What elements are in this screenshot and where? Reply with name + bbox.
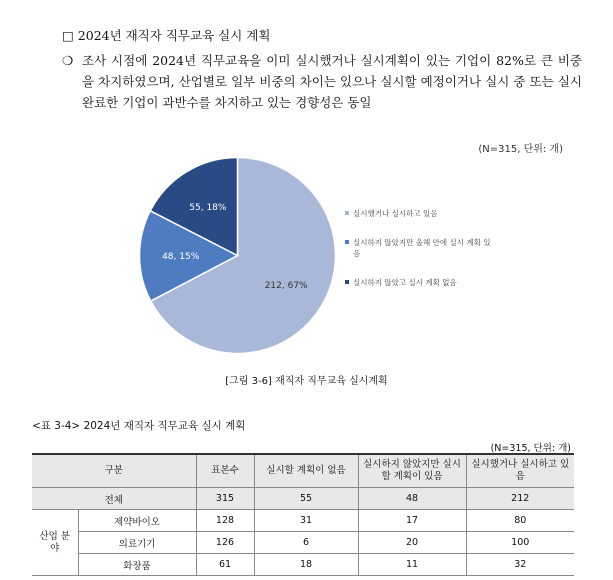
pie-chart bbox=[130, 148, 345, 363]
row-label: 의료기기 bbox=[78, 532, 196, 554]
figure-caption: [그림 3-6] 재직자 직무교육 실시계획 bbox=[225, 376, 388, 387]
bullet-mark: ❍ bbox=[62, 53, 74, 68]
legend-swatch-0 bbox=[345, 211, 349, 215]
table-cell: 100 bbox=[466, 532, 574, 554]
legend-swatch-1 bbox=[345, 240, 349, 244]
pie-data-label-2: 55, 18% bbox=[189, 202, 227, 213]
summary-text: 조사 시점에 2024년 직무교육을 이미 실시했거나 실시계획이 있는 기업이 82%로 큰 비중을 차지하였으며, 산업별로 일부 비중의 차이는 있으나 실시할 예정이거나 실시 중 또는 실시 완료한 기업이 과반수를 차지하고 있는 경향성은 동일 bbox=[82, 53, 582, 110]
table-header-row bbox=[32, 454, 574, 488]
table-cell: 31 bbox=[254, 510, 358, 532]
pie-data-label-0: 212, 67% bbox=[264, 280, 308, 291]
table-cell: 48 bbox=[358, 488, 466, 510]
legend-item bbox=[345, 237, 495, 259]
table-cell: 32 bbox=[466, 554, 574, 576]
header-planned: 실시하지 않았지만 실시할 계획이 있음 bbox=[358, 454, 466, 488]
table-cell: 315 bbox=[196, 488, 254, 510]
legend-item bbox=[345, 208, 495, 219]
header-no-plan: 실시할 계획이 없음 bbox=[254, 454, 358, 488]
table-row bbox=[32, 532, 574, 554]
table-cell: 17 bbox=[358, 510, 466, 532]
table-row bbox=[32, 510, 574, 532]
table-cell: 55 bbox=[254, 488, 358, 510]
legend-swatch-2 bbox=[345, 280, 349, 284]
row-label: 화장품 bbox=[78, 554, 196, 576]
pie-data-label-1: 48, 15% bbox=[162, 251, 200, 262]
chart-note: (N=315, 단위: 개) bbox=[478, 144, 563, 155]
legend-label-1: 실시하지 않았지만 올해 안에 실시 계획 있음 bbox=[353, 238, 491, 258]
header-sample: 표본수 bbox=[196, 454, 254, 488]
group-label: 산업 분야 bbox=[32, 510, 78, 576]
data-table bbox=[32, 453, 574, 576]
table-row-total bbox=[32, 488, 574, 510]
table-cell: 126 bbox=[196, 532, 254, 554]
total-label: 전체 bbox=[32, 488, 196, 510]
header-category: 구분 bbox=[32, 454, 196, 488]
table-note: (N=315, 단위: 개) bbox=[490, 443, 571, 454]
legend-label-0: 실시했거나 실시하고 있음 bbox=[353, 209, 438, 218]
chart-legend bbox=[345, 208, 495, 306]
table-cell: 212 bbox=[466, 488, 574, 510]
table-cell: 80 bbox=[466, 510, 574, 532]
table-cell: 18 bbox=[254, 554, 358, 576]
table-cell: 61 bbox=[196, 554, 254, 576]
table-cell: 20 bbox=[358, 532, 466, 554]
table-row bbox=[32, 554, 574, 576]
row-label: 제약바이오 bbox=[78, 510, 196, 532]
legend-item bbox=[345, 277, 495, 288]
header-done: 실시했거나 실시하고 있음 bbox=[466, 454, 574, 488]
table-title: <표 3-4> 2024년 재직자 직무교육 실시 계획 bbox=[32, 420, 246, 432]
section-heading: □ 2024년 재직자 직무교육 실시 계획 bbox=[62, 28, 271, 43]
table-cell: 6 bbox=[254, 532, 358, 554]
summary-bullet bbox=[62, 50, 582, 113]
table-cell: 11 bbox=[358, 554, 466, 576]
legend-label-2: 실시하지 않았고 실시 계획 없음 bbox=[353, 278, 457, 287]
table-cell: 128 bbox=[196, 510, 254, 532]
